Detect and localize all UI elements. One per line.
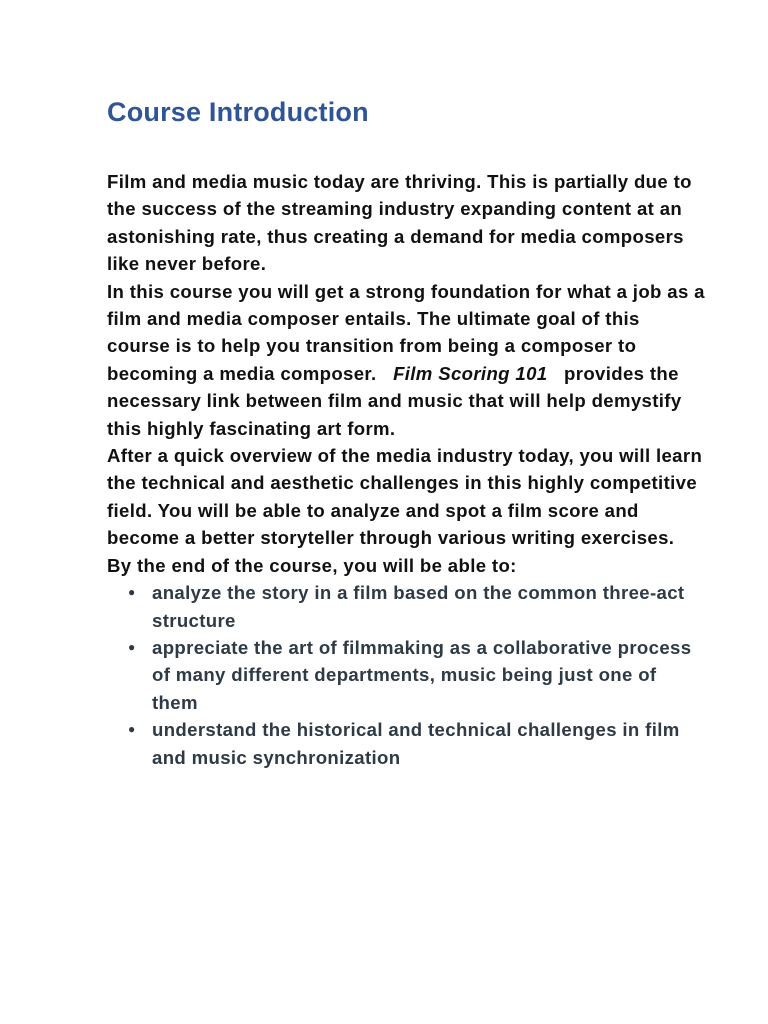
course-paragraph <box>107 278 707 442</box>
outcome-item <box>128 579 707 634</box>
outcomes-heading: By the end of the course, you will be able to: <box>107 554 517 576</box>
outcome-text: understand the historical and technical challenges in film and music synchronization <box>152 719 680 768</box>
document-body <box>107 168 707 771</box>
course-paragraph-lead: In this course you will get a strong foundation for what a job as a film and media composer entails. The ultimate goal of this course is to help you transition from being a composer to becoming a media composer. <box>107 280 705 384</box>
outcomes-list <box>107 579 707 771</box>
bullet-dot-icon: ● <box>128 639 136 654</box>
course-name: Film Scoring 101 <box>393 362 548 384</box>
page-title: Course Introduction <box>107 97 369 127</box>
document-page <box>107 90 707 771</box>
bullet-dot-icon: ● <box>128 585 136 600</box>
course-paragraph-tail: provides the necessary link between film and music that will help demystify this highly fascinating art form. <box>107 362 682 439</box>
overview-paragraph: After a quick overview of the media industry today, you will learn the technical and aesthetic challenges in this highly competitive field. You will be able to analyze and spot a film score and become a better storyteller through various writing exercises. <box>107 445 703 549</box>
outcome-text: analyze the story in a film based on the common three-act structure <box>152 582 685 631</box>
outcome-item <box>128 716 707 771</box>
outcome-item <box>128 634 707 716</box>
intro-paragraph: Film and media music today are thriving. This is partially due to the success of the streaming industry expanding content at an astonishing rate, thus creating a demand for media composers like never before. <box>107 171 692 275</box>
outcome-text: appreciate the art of filmmaking as a collaborative process of many different departments, music being just one of them <box>152 636 692 713</box>
bullet-dot-icon: ● <box>128 722 136 737</box>
